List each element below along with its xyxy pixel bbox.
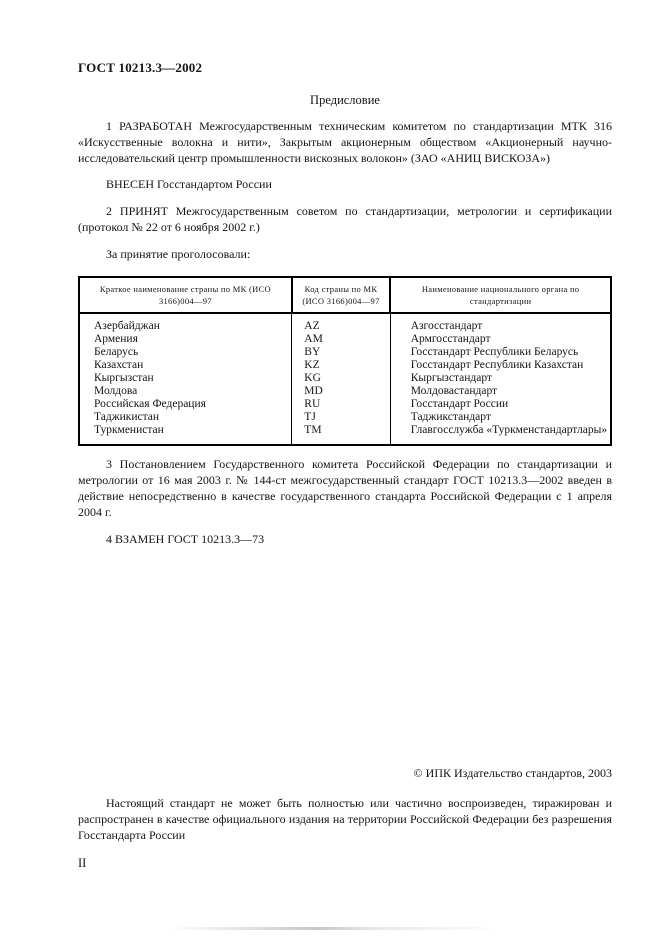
cell-code: BY (292, 346, 390, 359)
page-number: II (78, 856, 87, 871)
cell-code: AZ (292, 313, 390, 333)
col-header-country: Краткое наименование страны по МК (ИСО 3166)004—97 (79, 277, 292, 314)
cell-country: Туркменистан (79, 424, 292, 445)
cell-code: RU (292, 398, 390, 411)
cell-code: KZ (292, 359, 390, 372)
cell-country: Кыргызстан (79, 372, 292, 385)
copyright-line: © ИПК Издательство стандартов, 2003 (413, 766, 612, 780)
cell-code: KG (292, 372, 390, 385)
table-row (79, 313, 611, 333)
cell-body: Азгосстандарт (390, 313, 611, 333)
section-title: Предисловие (310, 93, 380, 107)
cell-body: Госстандарт России (390, 398, 611, 411)
paragraph-developed: 1 РАЗРАБОТАН Межгосударственным техническим комитетом по стандартизации МТК 316 «Искусственные волокна и нити», Закрытым акционерным обществом «Акционерный научно-исследовательский центр промышленности вискозных волокон» (ЗАО «АНИЦ ВИСКОЗА») (78, 119, 612, 165)
cell-body: Госстандарт Республики Беларусь (390, 346, 611, 359)
col-header-body: Наименование национального органа по стандартизации (390, 277, 611, 314)
cell-country: Армения (79, 333, 292, 346)
cell-code: AM (292, 333, 390, 346)
cell-code: TJ (292, 411, 390, 424)
page-footer (78, 766, 612, 871)
cell-body: Кыргызстандарт (390, 372, 611, 385)
table-row (79, 346, 611, 359)
doc-number: ГОСТ 10213.3—2002 (78, 60, 203, 75)
table-row (79, 372, 611, 385)
table-row (79, 385, 611, 398)
reproduction-restriction: Настоящий стандарт не может быть полностью или частично воспроизведен, тиражирован и распространен в качестве официального издания на территории Российской Федерации без разрешения Госстандарта России (78, 796, 612, 842)
cell-code: MD (292, 385, 390, 398)
cell-country: Беларусь (79, 346, 292, 359)
cell-country: Казахстан (79, 359, 292, 372)
cell-country: Таджикистан (79, 411, 292, 424)
col-header-code: Код страны по МК (ИСО 3166)004—97 (292, 277, 390, 314)
scan-artifact (168, 927, 503, 930)
table-row (79, 359, 611, 372)
cell-country: Российская Федерация (79, 398, 292, 411)
paragraph-submitted: ВНЕСЕН Госстандартом России (106, 177, 272, 192)
table-row (79, 333, 611, 346)
cell-body: Главгосслужба «Туркменстандартлары» (390, 424, 611, 445)
cell-country: Азербайджан (79, 313, 292, 333)
cell-body: Армгосстандарт (390, 333, 611, 346)
voting-table (78, 276, 612, 447)
paragraph-replaces: 4 ВЗАМЕН ГОСТ 10213.3—73 (106, 531, 265, 546)
table-row (79, 424, 611, 445)
cell-body: Госстандарт Республики Казахстан (390, 359, 611, 372)
table-row (79, 411, 611, 424)
cell-body: Молдовастандарт (390, 385, 611, 398)
cell-code: TM (292, 424, 390, 445)
paragraph-adopted: 2 ПРИНЯТ Межгосударственным советом по стандартизации, метрологии и сертификации (протокол № 22 от 6 ноября 2002 г.) (78, 204, 612, 235)
cell-country: Молдова (79, 385, 292, 398)
paragraph-vote-intro: За принятие проголосовали: (106, 246, 251, 261)
table-row (79, 398, 611, 411)
cell-body: Таджикстандарт (390, 411, 611, 424)
table-header-row (79, 277, 611, 314)
paragraph-decree: 3 Постановлением Государственного комитета Российской Федерации по стандартизации и метрологии от 16 мая 2003 г. № 144-ст межгосударственный стандарт ГОСТ 10213.3—2002 введен в действие непосредственно в качестве государственного стандарта Российской Федерации с 1 апреля 2004 г. (78, 457, 612, 519)
